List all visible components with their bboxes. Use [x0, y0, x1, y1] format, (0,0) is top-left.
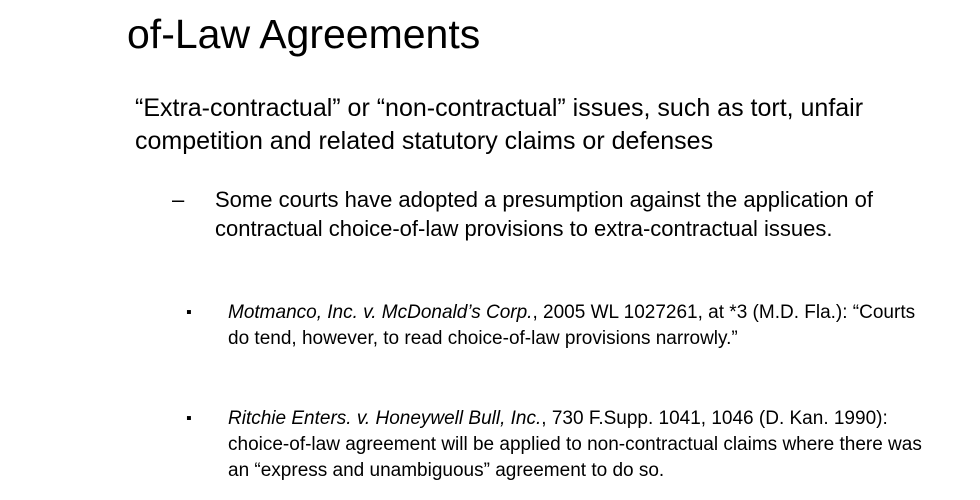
square-bullet-icon: ▪ [186, 410, 192, 427]
citation-detail: , 2005 WL 1027261, at *3 (M.D. Fla.): “Courts do tend, however, to read choice-of-law provisions narrowly.” [228, 302, 916, 349]
case-name: Ritchie Enters. v. Honeywell Bull, Inc. [228, 408, 542, 429]
case-citation-item [186, 300, 946, 352]
level2-bullet [172, 185, 962, 243]
case-citation-text [228, 406, 928, 484]
square-bullet-icon: ▪ [186, 304, 192, 321]
case-citation-item [186, 406, 946, 484]
citation-detail: , 730 F.Supp. 1041, 1046 (D. Kan. 1990): choice-of-law agreement will be applied to non-contractual claims where there was an “express and unambiguous” agreement to do so. [228, 408, 922, 481]
case-name: Motmanco, Inc. v. McDonald’s Corp. [228, 302, 533, 323]
level2-bullet-text: Some courts have adopted a presumption against the application of contractual choice-of-law provisions to extra-contractual issues. [215, 187, 873, 241]
slide-title: of-Law Agreements [127, 11, 481, 57]
level1-bullet-text: “Extra-contractual” or “non-contractual” issues, such as tort, unfair competition and related statutory claims or defenses [135, 94, 864, 155]
dash-marker: – [172, 187, 185, 212]
case-citation-text [228, 300, 928, 352]
